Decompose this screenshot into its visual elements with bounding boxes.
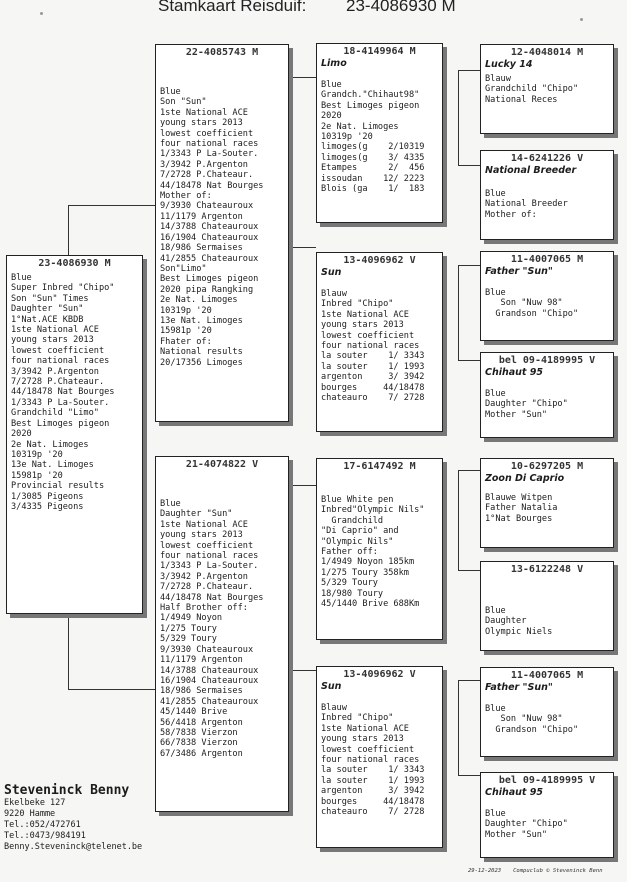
owner-contact <box>4 798 164 853</box>
detail-line: lowest coefficient <box>321 330 415 341</box>
detail-line: Son "Nuw 98" <box>485 298 563 309</box>
owner-name: Steveninck Benny <box>4 783 130 798</box>
subject-ring: 23-4086930 M <box>38 258 111 269</box>
connector-line <box>68 614 69 689</box>
connector-line <box>458 165 480 166</box>
detail-line: 14/3788 Chateauroux <box>160 665 259 676</box>
mother-ring: 21-4074822 V <box>185 459 259 470</box>
detail-line: 2e Nat. Limoges <box>160 295 238 306</box>
detail-line: National Reces <box>485 94 558 105</box>
detail-line: 2020 <box>321 111 342 122</box>
great-grandparent-name: Chihaut 95 <box>485 787 543 798</box>
detail-line: Blauw <box>485 74 511 84</box>
detail-line: Son "Nuw 98" <box>485 714 563 725</box>
connector-line <box>68 205 69 255</box>
detail-line: Father off: <box>321 547 378 558</box>
great-grandparent-name: National Breeder <box>485 165 577 176</box>
detail-line: 56/4418 Argenton <box>160 717 243 728</box>
detail-line: Blauwe Witpen <box>485 493 553 503</box>
detail-line: Mother "Sun" <box>485 829 548 840</box>
detail-line: bourges 44/18478 <box>321 796 425 807</box>
great-grandparent-card-7 <box>480 667 614 757</box>
detail-line: Blauw <box>321 289 347 299</box>
detail-line: Inbred"Olympic Nils" <box>321 505 425 516</box>
detail-line: National results <box>160 347 243 358</box>
grandparent-card-3 <box>316 458 443 640</box>
detail-line: Blue <box>11 273 32 283</box>
father-ring: 22-4085743 M <box>185 47 259 58</box>
great-grandparent-details <box>481 485 613 524</box>
detail-line: 1ste National ACE <box>321 723 409 734</box>
detail-line: 1/3343 P La-Souter. <box>160 561 259 572</box>
grandparent-ring: 13-4096962 V <box>343 255 416 266</box>
great-grandparent-card-4 <box>480 352 614 438</box>
footer <box>468 868 615 874</box>
scan-speck <box>40 12 43 15</box>
detail-line: Blue <box>321 80 342 90</box>
detail-line: 3/3942 P.Argenton <box>160 159 248 170</box>
great-grandparent-name: Chihaut 95 <box>485 367 543 378</box>
great-grandparent-name: Father "Sun" <box>485 682 553 693</box>
detail-line: Blue <box>160 87 181 97</box>
detail-line: Ekelbeke 127 <box>4 798 66 808</box>
detail-line: Blue <box>485 288 506 298</box>
detail-line: 1/3085 Pigeons <box>11 491 84 502</box>
detail-line: Daughter "Sun" <box>11 304 84 315</box>
grandparent-details <box>317 693 442 817</box>
detail-line: Son "Sun" <box>160 97 207 108</box>
detail-line: four national races <box>160 551 259 562</box>
detail-line: 45/1440 Brive <box>160 707 228 718</box>
detail-line: young stars 2013 <box>11 335 94 346</box>
great-grandparent-card-1 <box>480 44 614 134</box>
detail-line: Grandchild "Chipo" <box>485 84 579 95</box>
connector-line <box>290 485 291 670</box>
detail-line: 10319p '20 <box>160 305 212 316</box>
detail-line: young stars 2013 <box>321 320 404 331</box>
detail-line: Grandchild "Limo" <box>11 408 99 419</box>
detail-line: 2e Nat. Limoges <box>11 439 89 450</box>
detail-line: Inbred "Chipo" <box>321 299 394 310</box>
great-grandparent-details <box>481 694 613 735</box>
detail-line: Olympic Niels <box>485 626 553 637</box>
connector-line <box>458 265 459 360</box>
scan-speck <box>580 18 583 21</box>
connector-line <box>290 247 316 248</box>
detail-line: issoudan 12/ 2223 <box>321 173 425 184</box>
detail-line: 5/329 Toury <box>160 634 217 645</box>
great-grandparent-ring: 14-6241226 V <box>510 153 584 164</box>
detail-line: 1/3343 P La-Souter. <box>160 149 259 160</box>
detail-line: chateauro 7/ 2728 <box>321 807 425 818</box>
detail-line: 7/2728 P.Chateaur. <box>160 582 254 593</box>
connector-line <box>458 570 480 571</box>
detail-line: 13e Nat. Limoges <box>11 460 94 471</box>
detail-line: 1ste National ACE <box>321 309 409 320</box>
detail-line: 14/3788 Chateauroux <box>160 222 259 233</box>
detail-line: 44/18478 Nat Bourges <box>160 180 264 191</box>
great-grandparent-ring: 11-4007065 M <box>510 254 584 265</box>
detail-line: lowest coefficient <box>160 128 254 139</box>
detail-line: la souter 1/ 3343 <box>321 765 425 776</box>
detail-line: Blue <box>485 189 506 199</box>
connector-line <box>68 205 156 206</box>
detail-line: Mother "Sun" <box>485 409 548 420</box>
detail-line: 66/7838 Vierzon <box>160 738 238 749</box>
detail-line: 1°Nat.ACE KBDB <box>11 314 84 325</box>
detail-line: Fhater of: <box>160 336 212 347</box>
detail-line: 2e Nat. Limoges <box>321 121 399 132</box>
connector-line <box>290 670 316 671</box>
grandparent-details <box>317 485 442 609</box>
great-grandparent-card-8 <box>480 772 614 858</box>
detail-line: Daughter "Sun" <box>160 509 233 520</box>
detail-line: 15981p '20 <box>160 326 212 337</box>
detail-line: 1/275 Toury <box>160 623 217 634</box>
detail-line: Grandchild <box>321 515 384 526</box>
connector-line <box>458 470 459 570</box>
page-title-ring: 23-4086930 M <box>346 0 456 15</box>
great-grandparent-ring: 11-4007065 M <box>510 670 584 681</box>
detail-line: 10319p '20 <box>321 132 373 143</box>
detail-line: Grandson "Chipo" <box>485 308 579 319</box>
detail-line: Daughter "Chipo" <box>485 399 568 410</box>
detail-line: limoges(g 3/ 4335 <box>321 152 425 163</box>
detail-line: 13e Nat. Limoges <box>160 315 243 326</box>
detail-line: Son"Limo" <box>160 263 207 274</box>
detail-line: four national races <box>321 341 420 352</box>
subject-card <box>6 255 143 614</box>
connector-line <box>68 689 156 690</box>
detail-line: 20/17356 Limoges <box>160 357 243 368</box>
detail-line: Best Limoges pigeon <box>11 418 110 429</box>
page-title-label: Stamkaart Reisduif: <box>158 0 307 15</box>
detail-line: young stars 2013 <box>160 118 243 129</box>
great-grandparent-details <box>481 379 613 420</box>
detail-line: lowest coefficient <box>160 540 254 551</box>
detail-line: Etampes 2/ 456 <box>321 163 425 174</box>
father-card <box>155 44 289 422</box>
detail-line: Son "Sun" Times <box>11 293 89 304</box>
detail-line: 3/4335 Pigeons <box>11 501 84 512</box>
connector-line <box>290 77 291 247</box>
detail-line: la souter 1/ 1993 <box>321 775 425 786</box>
mother-details <box>156 471 288 759</box>
great-grandparent-ring: 12-4048014 M <box>510 47 584 58</box>
footer-credit: Compuclub © Steveninck Benn <box>513 868 603 874</box>
detail-line: 41/2855 Chateauroux <box>160 696 259 707</box>
grandparent-ring: 18-4149964 M <box>343 46 416 57</box>
detail-line: lowest coefficient <box>11 345 105 356</box>
detail-line: 3/3942 P.Argenton <box>160 571 248 582</box>
grandparent-name: Sun <box>321 681 342 692</box>
detail-line: 2020 pipa Rangking <box>160 284 254 295</box>
grandparent-ring: 13-4096962 V <box>343 669 416 680</box>
grandparent-name: Sun <box>321 267 342 278</box>
great-grandparent-ring: bel 09-4189995 V <box>498 355 596 366</box>
great-grandparent-details <box>481 71 613 105</box>
detail-line: Father Natalia <box>485 503 558 514</box>
detail-line: 1/4949 Noyon 185km <box>321 557 415 568</box>
page-title <box>158 0 488 18</box>
detail-line: "Olympic Nils" <box>321 536 394 547</box>
detail-line: chateauro 7/ 2728 <box>321 393 425 404</box>
great-grandparent-details <box>481 177 613 220</box>
detail-line: 41/2855 Chateauroux <box>160 253 259 264</box>
detail-line: lowest coefficient <box>321 744 415 755</box>
detail-line: 16/1904 Chateauroux <box>160 232 259 243</box>
footer-date: 29-12-2023 <box>468 868 502 874</box>
detail-line: 7/2728 P.Chateaur. <box>11 377 105 388</box>
great-grandparent-ring: 13-6122248 V <box>510 564 584 575</box>
detail-line: 1°Nat Bourges <box>485 513 553 524</box>
grandparent-details <box>317 279 442 403</box>
detail-line: four national races <box>11 356 110 367</box>
connector-line <box>458 360 480 361</box>
great-grandparent-card-6 <box>480 561 614 651</box>
detail-line: Super Inbred "Chipo" <box>11 283 115 294</box>
detail-line: 1/275 Toury 358km <box>321 567 409 578</box>
detail-line: 7/2728 P.Chateaur. <box>160 170 254 181</box>
detail-line: 11/1179 Argenton <box>160 655 243 666</box>
detail-line: 18/980 Toury <box>321 588 384 599</box>
detail-line: Blue <box>485 389 506 399</box>
connector-line <box>458 680 480 681</box>
detail-line: "Di Caprio" and <box>321 526 399 537</box>
detail-line: 15981p '20 <box>11 470 63 481</box>
detail-line: Inbred "Chipo" <box>321 713 394 724</box>
detail-line: la souter 1/ 3343 <box>321 351 425 362</box>
owner-block <box>4 783 164 853</box>
grandparent-name: Limo <box>321 58 347 69</box>
detail-line: Blue <box>485 809 506 819</box>
detail-line: Blue White pen <box>321 495 394 505</box>
detail-line: Best Limoges pigeon <box>321 100 420 111</box>
detail-line: limoges(g 2/10319 <box>321 142 425 153</box>
detail-line: Grandson "Chipo" <box>485 724 579 735</box>
detail-line: 11/1179 Argenton <box>160 211 243 222</box>
great-grandparent-card-2 <box>480 150 614 240</box>
father-details <box>156 59 288 368</box>
detail-line: Tel.:0473/984191 <box>4 831 86 841</box>
detail-line: Half Brother off: <box>160 603 248 614</box>
connector-line <box>290 77 316 78</box>
detail-line: young stars 2013 <box>321 734 404 745</box>
great-grandparent-details <box>481 588 613 637</box>
great-grandparent-details <box>481 278 613 319</box>
grandparent-details <box>317 70 442 194</box>
grandparent-ring: 17-6147492 M <box>343 461 416 472</box>
detail-line: Mother of: <box>160 191 212 202</box>
great-grandparent-name: Lucky 14 <box>485 59 533 70</box>
detail-line: Benny.Steveninck@telenet.be <box>4 842 143 852</box>
detail-line: 2020 <box>11 429 32 440</box>
grandparent-name <box>317 473 442 485</box>
great-grandparent-details <box>481 799 613 840</box>
detail-line: 9220 Hamme <box>4 809 56 819</box>
detail-line: 44/18478 Nat Bourges <box>160 592 264 603</box>
detail-line: bourges 44/18478 <box>321 382 425 393</box>
detail-line: 1ste National ACE <box>160 107 248 118</box>
connector-line <box>458 775 480 776</box>
subject-details <box>7 270 142 512</box>
detail-line: 9/3930 Chateauroux <box>160 644 254 655</box>
great-grandparent-name <box>481 576 613 588</box>
great-grandparent-ring: bel 09-4189995 V <box>498 775 596 786</box>
detail-line: Blue <box>485 704 506 714</box>
detail-line: four national races <box>160 139 259 150</box>
connector-line <box>290 485 316 486</box>
detail-line: 1ste National ACE <box>11 325 99 336</box>
detail-line: Blois (ga 1/ 183 <box>321 184 425 195</box>
detail-line: 3/3942 P.Argenton <box>11 366 99 377</box>
detail-line: four national races <box>321 755 420 766</box>
connector-line <box>458 70 480 71</box>
detail-line: Provincial results <box>11 481 105 492</box>
detail-line: 18/986 Sermaises <box>160 243 243 254</box>
detail-line: la souter 1/ 1993 <box>321 361 425 372</box>
detail-line: Daughter "Chipo" <box>485 819 568 830</box>
detail-line: Blue <box>485 606 506 616</box>
detail-line: National Breeder <box>485 199 568 210</box>
detail-line: 9/3930 Chateauroux <box>160 201 254 212</box>
great-grandparent-name: Father "Sun" <box>485 266 553 277</box>
detail-line: 1/3343 P La-Souter. <box>11 397 110 408</box>
detail-line: 1ste National ACE <box>160 519 248 530</box>
detail-line: Daughter <box>485 616 527 627</box>
grandparent-card-4 <box>316 666 443 848</box>
connector-line <box>458 70 459 165</box>
detail-line: Blue <box>160 499 181 509</box>
great-grandparent-card-5 <box>480 458 614 548</box>
great-grandparent-ring: 10-6297205 M <box>510 461 584 472</box>
detail-line: 58/7838 Vierzon <box>160 727 238 738</box>
detail-line: 1/4949 Noyon <box>160 613 223 624</box>
detail-line: Grandch."Chihaut98" <box>321 90 420 101</box>
great-grandparent-card-3 <box>480 251 614 341</box>
mother-card <box>155 456 289 812</box>
connector-line <box>458 680 459 775</box>
detail-line: young stars 2013 <box>160 530 243 541</box>
great-grandparent-name: Zoon Di Caprio <box>485 473 565 484</box>
detail-line: argenton 3/ 3942 <box>321 786 425 797</box>
detail-line: 18/986 Sermaises <box>160 686 243 697</box>
detail-line: Tel.:052/472761 <box>4 820 81 830</box>
detail-line: Blauw <box>321 703 347 713</box>
detail-line: argenton 3/ 3942 <box>321 372 425 383</box>
connector-line <box>458 470 480 471</box>
detail-line: Mother of: <box>485 209 537 220</box>
detail-line: 45/1440 Brive 688Km <box>321 599 420 610</box>
detail-line: Best Limoges pigeon <box>160 274 259 285</box>
detail-line: 16/1904 Chateauroux <box>160 675 259 686</box>
grandparent-card-2 <box>316 252 443 432</box>
detail-line: 10319p '20 <box>11 449 63 460</box>
grandparent-card-1 <box>316 43 443 223</box>
detail-line: 44/18478 Nat Bourges <box>11 387 115 398</box>
detail-line: 5/329 Toury <box>321 578 378 589</box>
detail-line: 67/3486 Argenton <box>160 748 243 759</box>
connector-line <box>458 265 480 266</box>
